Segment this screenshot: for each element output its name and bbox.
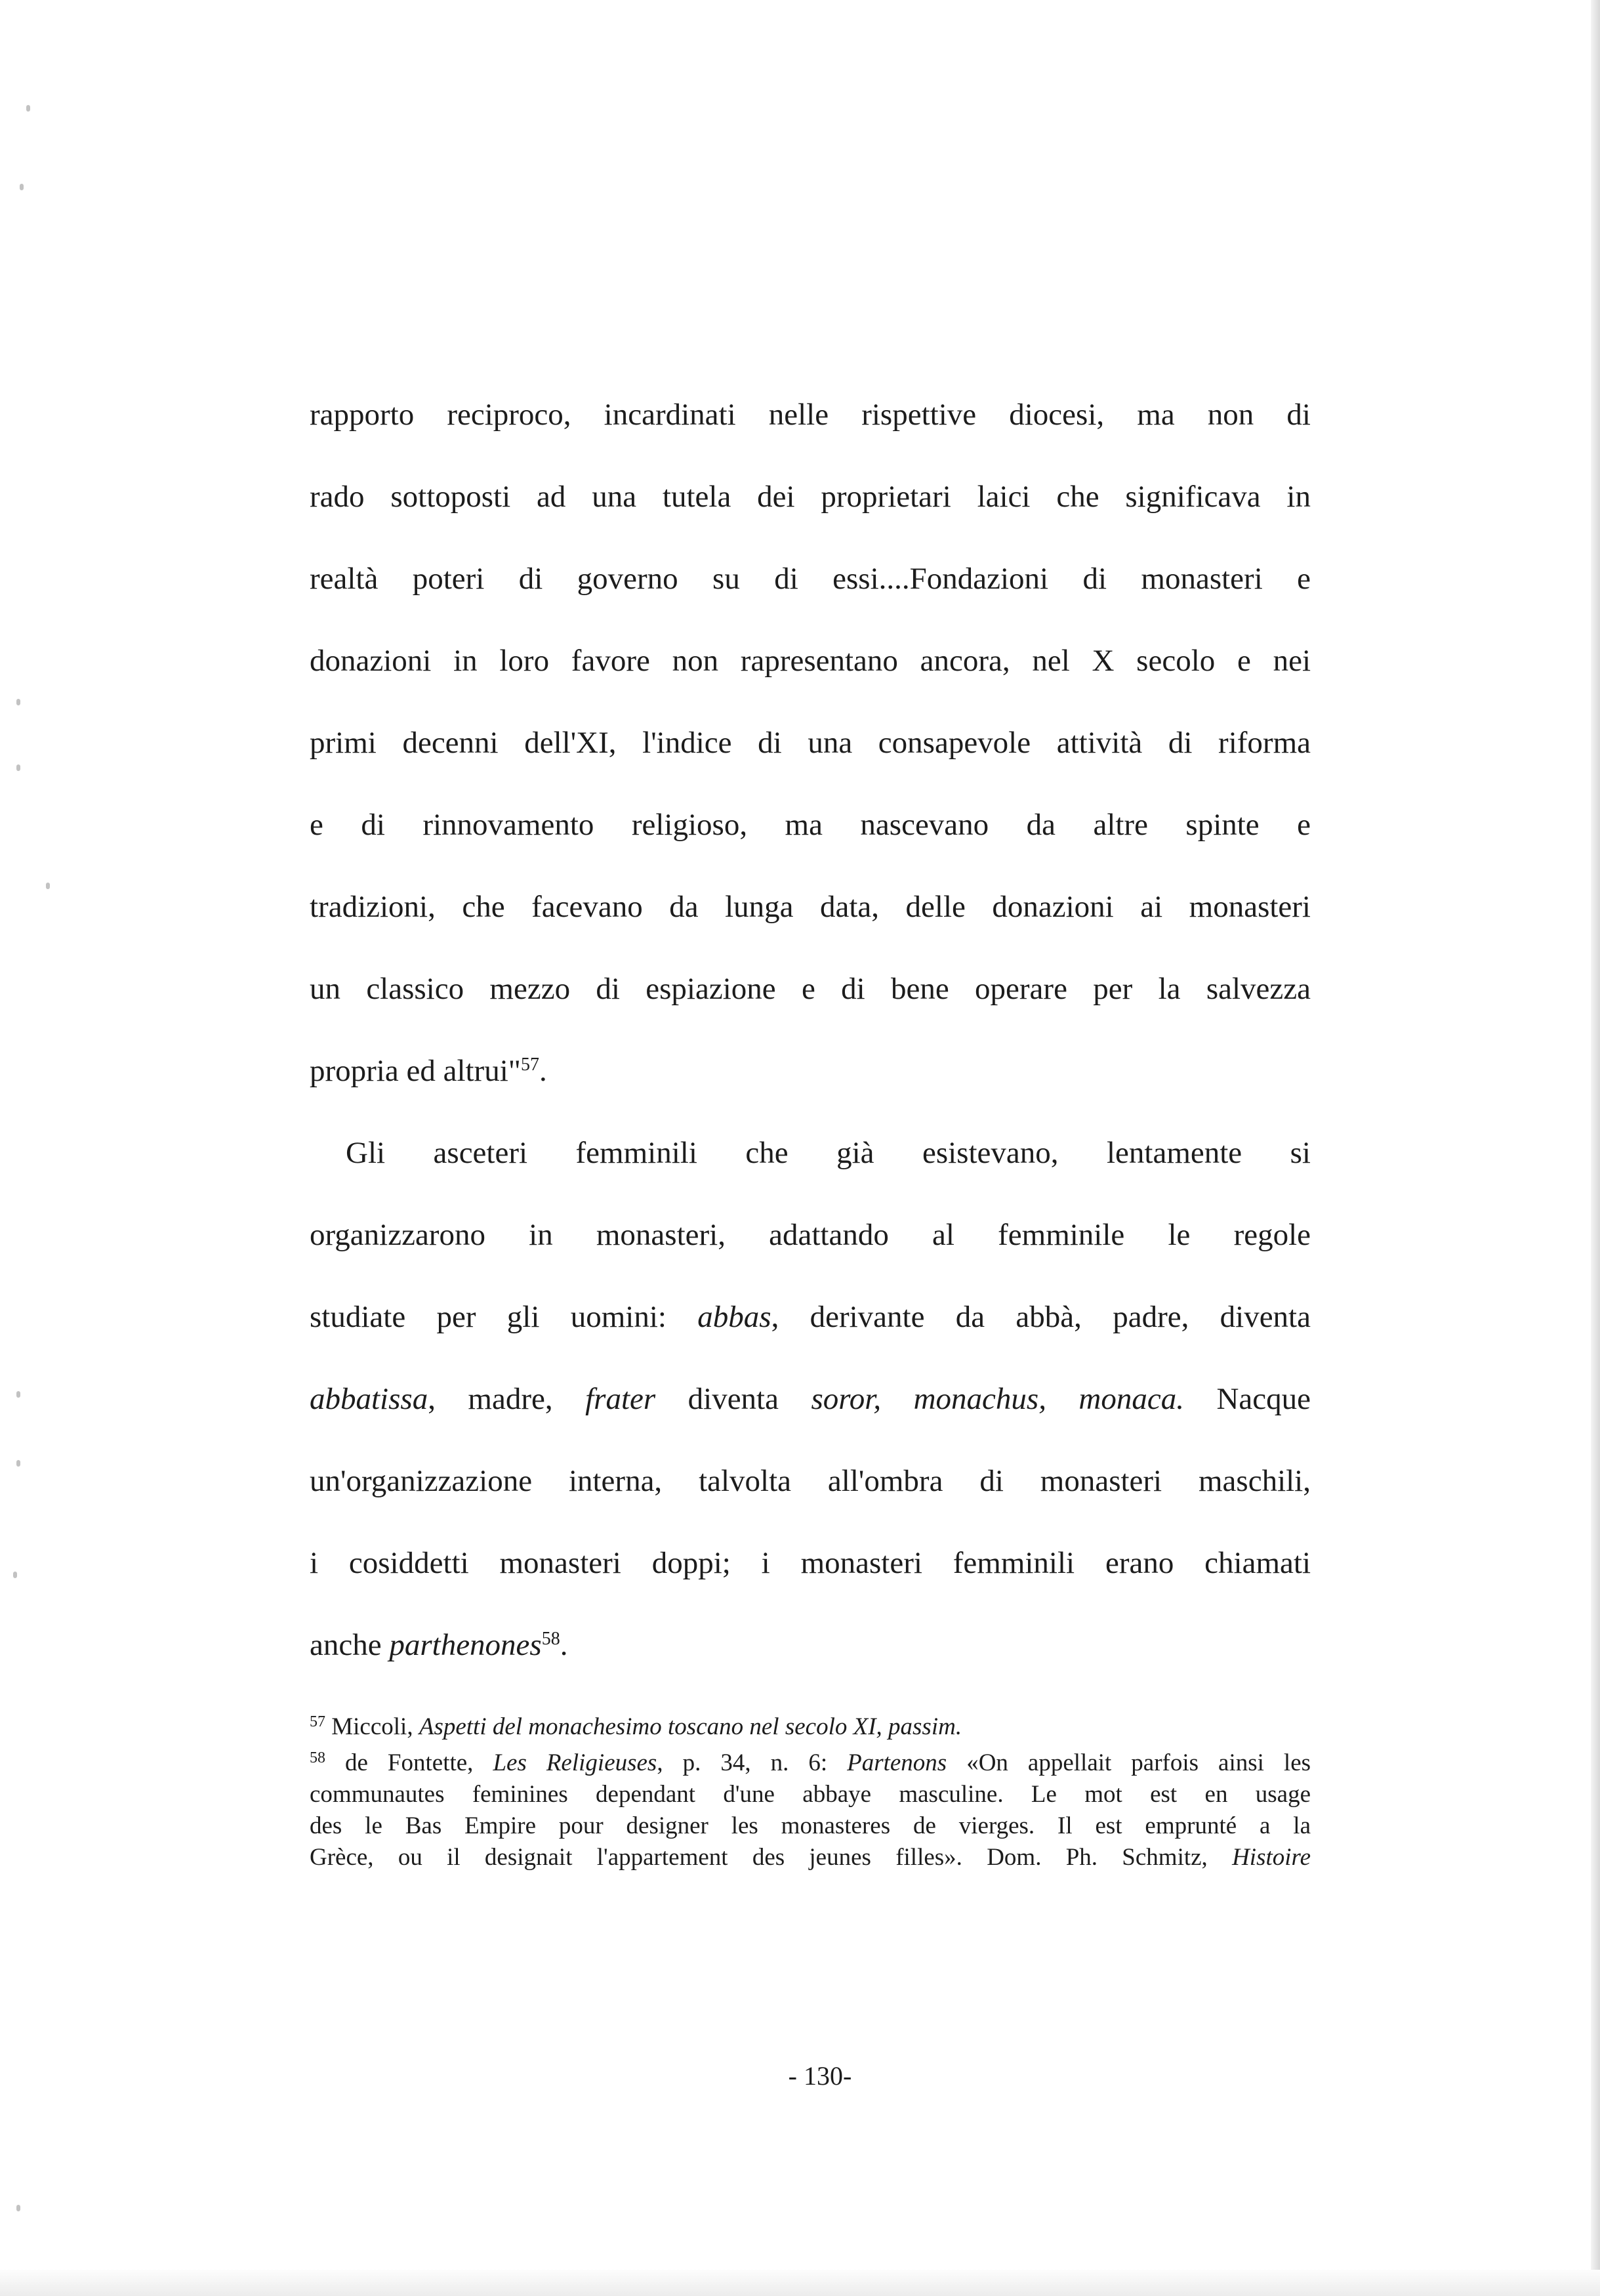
footnote-author: de Fontette, [345, 1749, 493, 1776]
italic-term: parthenones [389, 1628, 542, 1662]
scan-speck [16, 2205, 20, 2211]
text-segment: , derivante da abbà, padre, diventa [771, 1300, 1311, 1334]
body-line-indent: Gli asceteri femminili che già esistevano, lentamente si [346, 1136, 1311, 1170]
footnote-line [310, 1843, 1311, 1872]
body-line: organizzarono in monasteri, adattando al femminile le regole [310, 1218, 1311, 1252]
scan-speck [16, 1460, 20, 1467]
italic-term: Histoire [1232, 1844, 1311, 1871]
text-segment: Grèce, ou il designait l'appartement des jeunes filles». Dom. Ph. Schmitz, [310, 1844, 1233, 1871]
body-line: realtà poteri di governo su di essi....Fondazioni di monasteri e [310, 562, 1311, 596]
text-segment: Nacque [1183, 1382, 1311, 1416]
scan-speck [46, 883, 50, 889]
body-line: i cosiddetti monasteri doppi; i monasteri femminili erano chiamati [310, 1546, 1311, 1580]
text-segment: anche [310, 1628, 390, 1662]
footnote-author: Miccoli, [331, 1713, 419, 1740]
footnote-number: 58 [310, 1749, 325, 1766]
scan-speck [20, 184, 24, 190]
footnote-title: Aspetti del monachesimo toscano nel secolo XI, passim. [419, 1713, 962, 1740]
text-segment: studiate per gli uomini: [310, 1300, 698, 1334]
body-line [310, 1297, 1311, 1337]
italic-term: abbatissa [310, 1382, 428, 1416]
italic-term: soror, monachus, monaca. [811, 1382, 1184, 1416]
footnote-ref-57: 57 [520, 1054, 539, 1075]
footnote-number: 57 [310, 1713, 325, 1730]
body-line: primi decenni dell'XI, l'indice di una consapevole attività di riforma [310, 726, 1311, 760]
body-line: donazioni in loro favore non rapresentano ancora, nel X secolo e nei [310, 644, 1311, 678]
body-line: rado sottoposti ad una tutela dei proprietari laici che significava in [310, 480, 1311, 514]
scan-speck [26, 105, 30, 112]
body-line-last [310, 1625, 1311, 1665]
text-segment: «On appellait parfois ainsi les [947, 1749, 1311, 1776]
page-edge-shadow [1591, 0, 1600, 2296]
body-line: un classico mezzo di espiazione e di bene operare per la salvezza [310, 972, 1311, 1006]
text-segment: . [560, 1628, 568, 1662]
scan-speck [16, 764, 20, 771]
italic-term: Partenons [847, 1749, 947, 1776]
footnote-58 [310, 1749, 1311, 1778]
text-segment: diventa [655, 1382, 811, 1416]
footnote-ref-58: 58 [541, 1629, 560, 1649]
scan-speck [16, 1391, 20, 1398]
italic-term: frater [585, 1382, 656, 1416]
page-bottom-edge [0, 2270, 1600, 2296]
body-line-last: propria ed altrui"$^{57}$. [310, 1054, 547, 1088]
footnote-line: des le Bas Empire pour designer les monasteres de vierges. Il est emprunté a la [310, 1812, 1311, 1839]
scan-speck [16, 699, 20, 705]
footnote-57 [310, 1713, 1311, 1742]
body-line: un'organizzazione interna, talvolta all'ombra di monasteri maschili, [310, 1464, 1311, 1498]
footnote-line: communautes feminines dependant d'une abbaye masculine. Le mot est en usage [310, 1781, 1311, 1808]
body-line [310, 1379, 1311, 1419]
body-line: rapporto reciproco, incardinati nelle rispettive diocesi, ma non di [310, 398, 1311, 432]
body-line: e di rinnovamento religioso, ma nascevano da altre spinte e [310, 808, 1311, 842]
text-segment: , madre, [428, 1382, 586, 1416]
italic-term: abbas [697, 1300, 771, 1334]
body-line-text: propria ed altrui" [310, 1054, 521, 1088]
text-segment: , p. 34, n. 6: [657, 1749, 848, 1776]
body-line: tradizioni, che facevano da lunga data, delle donazioni ai monasteri [310, 890, 1311, 924]
scan-speck [13, 1572, 17, 1578]
footnote-title: Les Religieuses [493, 1749, 657, 1776]
page-number: - 130- [788, 2061, 852, 2091]
